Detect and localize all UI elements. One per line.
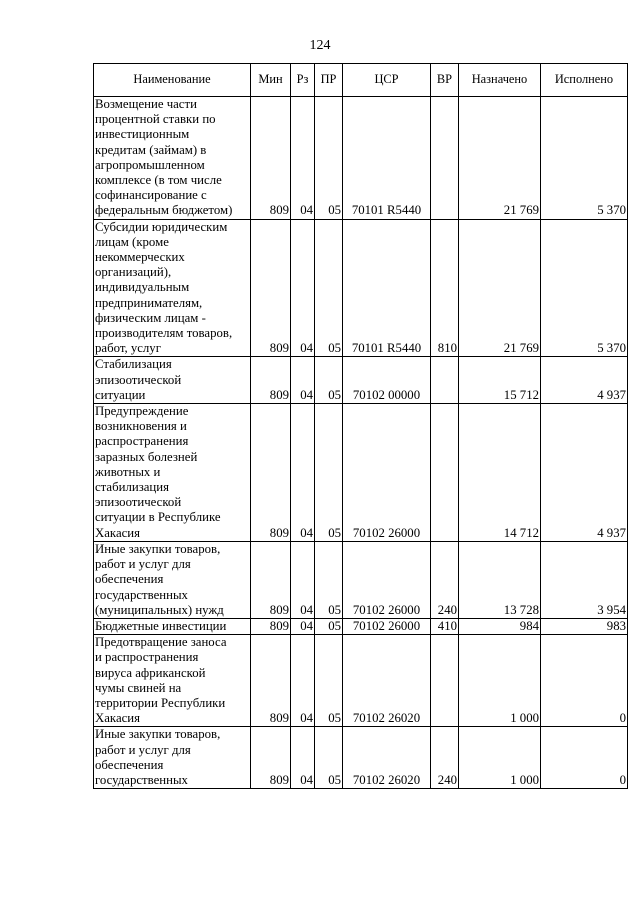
name-line: лицам (кроме: [95, 234, 169, 249]
cell-rz: 04: [291, 219, 315, 357]
name-line: эпизоотической: [95, 495, 182, 510]
header-vr: ВР: [431, 64, 459, 97]
cell-name: [94, 97, 251, 220]
cell-assigned: 21 769: [459, 97, 541, 220]
name-line: индивидуальным: [95, 280, 190, 295]
cell-name: [94, 618, 251, 634]
cell-min: 809: [251, 727, 291, 789]
name-line: Иные закупки товаров,: [95, 541, 221, 556]
cell-assigned: 21 769: [459, 219, 541, 357]
name-line: работ и услуг для: [95, 557, 191, 572]
cell-assigned: 1 000: [459, 635, 541, 727]
cell-csr: 70102 26000: [343, 541, 431, 618]
name-line: некоммерческих: [95, 250, 185, 265]
header-pr: ПР: [315, 64, 343, 97]
header-executed: Исполнено: [541, 64, 628, 97]
name-line: организаций),: [95, 265, 172, 280]
cell-executed: 0: [541, 635, 628, 727]
cell-name: [94, 727, 251, 789]
cell-executed: 5 370: [541, 97, 628, 220]
page-number: 124: [309, 38, 331, 53]
cell-executed: 5 370: [541, 219, 628, 357]
name-line: Предупреждение: [95, 404, 189, 419]
name-line: территории Республики: [95, 695, 226, 710]
name-line: Хакасия: [95, 525, 141, 540]
name-line: агропромышленном: [95, 157, 205, 172]
cell-min: 809: [251, 618, 291, 634]
cell-csr: 70101 R5440: [343, 219, 431, 357]
table-row: [94, 404, 628, 542]
name-line: заразных болезней: [95, 449, 198, 464]
cell-vr: [431, 97, 459, 220]
table-row: [94, 357, 628, 404]
cell-vr: [431, 404, 459, 542]
cell-rz: 04: [291, 97, 315, 220]
name-line: обеспечения: [95, 757, 164, 772]
name-line: и распространения: [95, 650, 199, 665]
name-line: Стабилизация: [95, 357, 172, 372]
cell-executed: 983: [541, 618, 628, 634]
name-line: физическим лицам -: [95, 310, 206, 325]
cell-pr: 05: [315, 727, 343, 789]
header-csr: ЦСР: [343, 64, 431, 97]
cell-executed: 0: [541, 727, 628, 789]
cell-rz: 04: [291, 618, 315, 634]
name-line: производителям товаров,: [95, 326, 233, 341]
cell-rz: 04: [291, 541, 315, 618]
table-body: [94, 97, 628, 789]
cell-rz: 04: [291, 404, 315, 542]
cell-rz: 04: [291, 635, 315, 727]
cell-min: 809: [251, 97, 291, 220]
name-line: предпринимателям,: [95, 295, 203, 310]
cell-executed: 3 954: [541, 541, 628, 618]
header-rz: Рз: [291, 64, 315, 97]
cell-pr: 05: [315, 635, 343, 727]
cell-vr: [431, 357, 459, 404]
name-line: Хакасия: [95, 711, 141, 726]
name-line: работ, услуг: [95, 341, 161, 356]
cell-csr: 70102 00000: [343, 357, 431, 404]
table-row: [94, 635, 628, 727]
cell-assigned: 15 712: [459, 357, 541, 404]
cell-min: 809: [251, 219, 291, 357]
cell-name: [94, 635, 251, 727]
cell-vr: 240: [431, 727, 459, 789]
cell-vr: 810: [431, 219, 459, 357]
cell-name: [94, 541, 251, 618]
cell-pr: 05: [315, 404, 343, 542]
name-line: Субсидии юридическим: [95, 219, 228, 234]
cell-pr: 05: [315, 219, 343, 357]
cell-assigned: 984: [459, 618, 541, 634]
name-line: вируса африканской: [95, 665, 206, 680]
name-line: комплексе (в том числе: [95, 173, 222, 188]
cell-assigned: 13 728: [459, 541, 541, 618]
table-header-row: [94, 64, 628, 97]
name-line: возникновения и: [95, 419, 187, 434]
cell-pr: 05: [315, 541, 343, 618]
cell-name: [94, 357, 251, 404]
cell-min: 809: [251, 635, 291, 727]
cell-csr: 70101 R5440: [343, 97, 431, 220]
name-line: Возмещение части: [95, 97, 197, 111]
cell-name: [94, 219, 251, 357]
name-line: стабилизация: [95, 480, 170, 495]
header-assigned: Назначено: [459, 64, 541, 97]
cell-executed: 4 937: [541, 357, 628, 404]
name-line: федеральным бюджетом): [95, 203, 233, 218]
cell-pr: 05: [315, 618, 343, 634]
cell-min: 809: [251, 541, 291, 618]
budget-table: [93, 63, 628, 789]
header-name: Наименование: [94, 64, 251, 97]
cell-name: [94, 404, 251, 542]
name-line: обеспечения: [95, 572, 164, 587]
cell-executed: 4 937: [541, 404, 628, 542]
name-line: (муниципальных) нужд: [95, 602, 224, 617]
name-line: эпизоотической: [95, 372, 182, 387]
cell-csr: 70102 26020: [343, 727, 431, 789]
table-row: [94, 97, 628, 220]
cell-assigned: 1 000: [459, 727, 541, 789]
cell-vr: [431, 635, 459, 727]
name-line: софинансирование с: [95, 188, 207, 203]
cell-rz: 04: [291, 357, 315, 404]
cell-min: 809: [251, 357, 291, 404]
cell-vr: 240: [431, 541, 459, 618]
name-line: ситуации в Республике: [95, 510, 221, 525]
name-line: процентной ставки по: [95, 112, 216, 127]
cell-pr: 05: [315, 97, 343, 220]
header-min: Мин: [251, 64, 291, 97]
table-row: [94, 618, 628, 634]
table-row: [94, 219, 628, 357]
name-line: работ и услуг для: [95, 742, 191, 757]
cell-csr: 70102 26000: [343, 618, 431, 634]
cell-assigned: 14 712: [459, 404, 541, 542]
name-line: Предотвращение заноса: [95, 635, 227, 650]
name-line: чумы свиней на: [95, 680, 182, 695]
cell-rz: 04: [291, 727, 315, 789]
name-line: инвестиционным: [95, 127, 190, 142]
name-line: государственных: [95, 587, 188, 602]
name-line: Иные закупки товаров,: [95, 727, 221, 742]
name-line: Бюджетные инвестиции: [95, 618, 227, 633]
name-line: кредитам (займам) в: [95, 142, 207, 157]
table-row: [94, 541, 628, 618]
name-line: ситуации: [95, 387, 146, 402]
cell-min: 809: [251, 404, 291, 542]
cell-vr: 410: [431, 618, 459, 634]
name-line: животных и: [95, 464, 161, 479]
table-row: [94, 727, 628, 789]
cell-csr: 70102 26000: [343, 404, 431, 542]
name-line: распространения: [95, 434, 189, 449]
name-line: государственных: [95, 772, 188, 787]
cell-csr: 70102 26020: [343, 635, 431, 727]
cell-pr: 05: [315, 357, 343, 404]
